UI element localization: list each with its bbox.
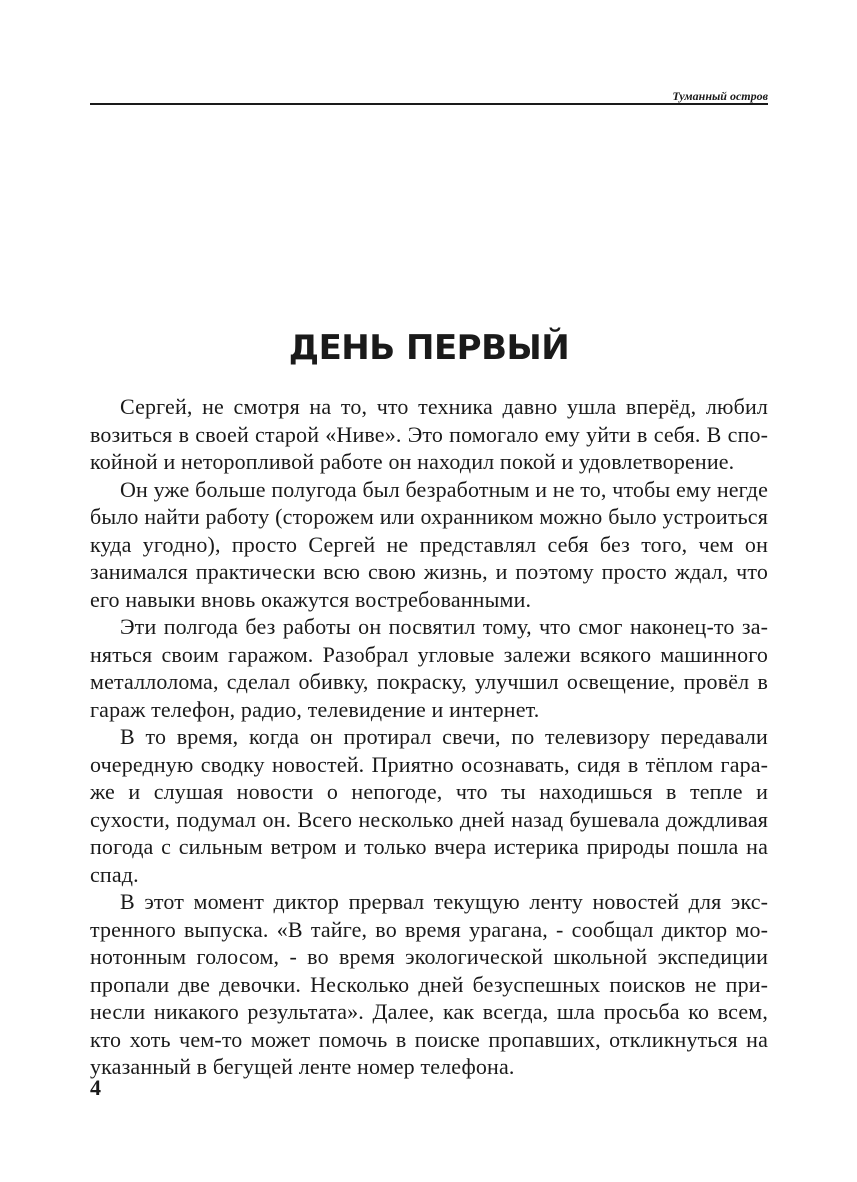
body-text: [90, 393, 768, 1081]
running-head-title: Туманный остров: [672, 89, 768, 103]
paragraph-1: Сергей, не смотря на то, что техника давно ушла вперёд, любил возиться в своей старой «Ниве». Это помогало ему уйти в себя. В спокойной и неторопливой работе он находил покой и удовлетворение.: [90, 394, 768, 474]
paragraph-5: В этот момент диктор прервал текущую ленту новостей для экстренного выпуска. «В тайге, во время урагана, - сообщал диктор монотонным голосом, - во время экологической школьной экспедиции пропали две девочки. Несколько дней безуспешных поисков не принесли никакого результата». Далее, как всегда, шла просьба ко всем, кто хоть чем-то может помочь в поиске пропавших, откликнуться на указанный в бегущей ленте номер телефона.: [90, 889, 768, 1079]
paragraph-4: В то время, когда он протирал свечи, по телевизору передавали очередную сводку новостей. Приятно осознавать, сидя в тёплом гараже и слушая новости о непогоде, что ты находишься в тепле и сухости, подумал он. Всего несколько дней назад бушевала дождливая погода с сильным ветром и только вчера истерика природы пошла на спад.: [90, 724, 768, 887]
page-number: 4: [90, 1075, 101, 1100]
chapter-title: ДЕНЬ ПЕРВЫЙ: [288, 328, 570, 368]
paragraph-3: Эти полгода без работы он посвятил тому, что смог наконец-то заняться своим гаражом. Разобрал угловые залежи всякого машинного металлолома, сделал обивку, покраску, улучшил освещение, провёл в гараж телефон, радио, телевидение и интернет.: [90, 614, 768, 722]
header-rule: [90, 103, 768, 105]
paragraph-2: Он уже больше полугода был безработным и не то, чтобы ему негде было найти работу (сторожем или охранником можно было устроиться куда угодно), просто Сергей не представлял себя без того, чем он занимался практически всю свою жизнь, и поэтому просто ждал, что его навыки вновь окажутся востребованными.: [90, 476, 768, 612]
